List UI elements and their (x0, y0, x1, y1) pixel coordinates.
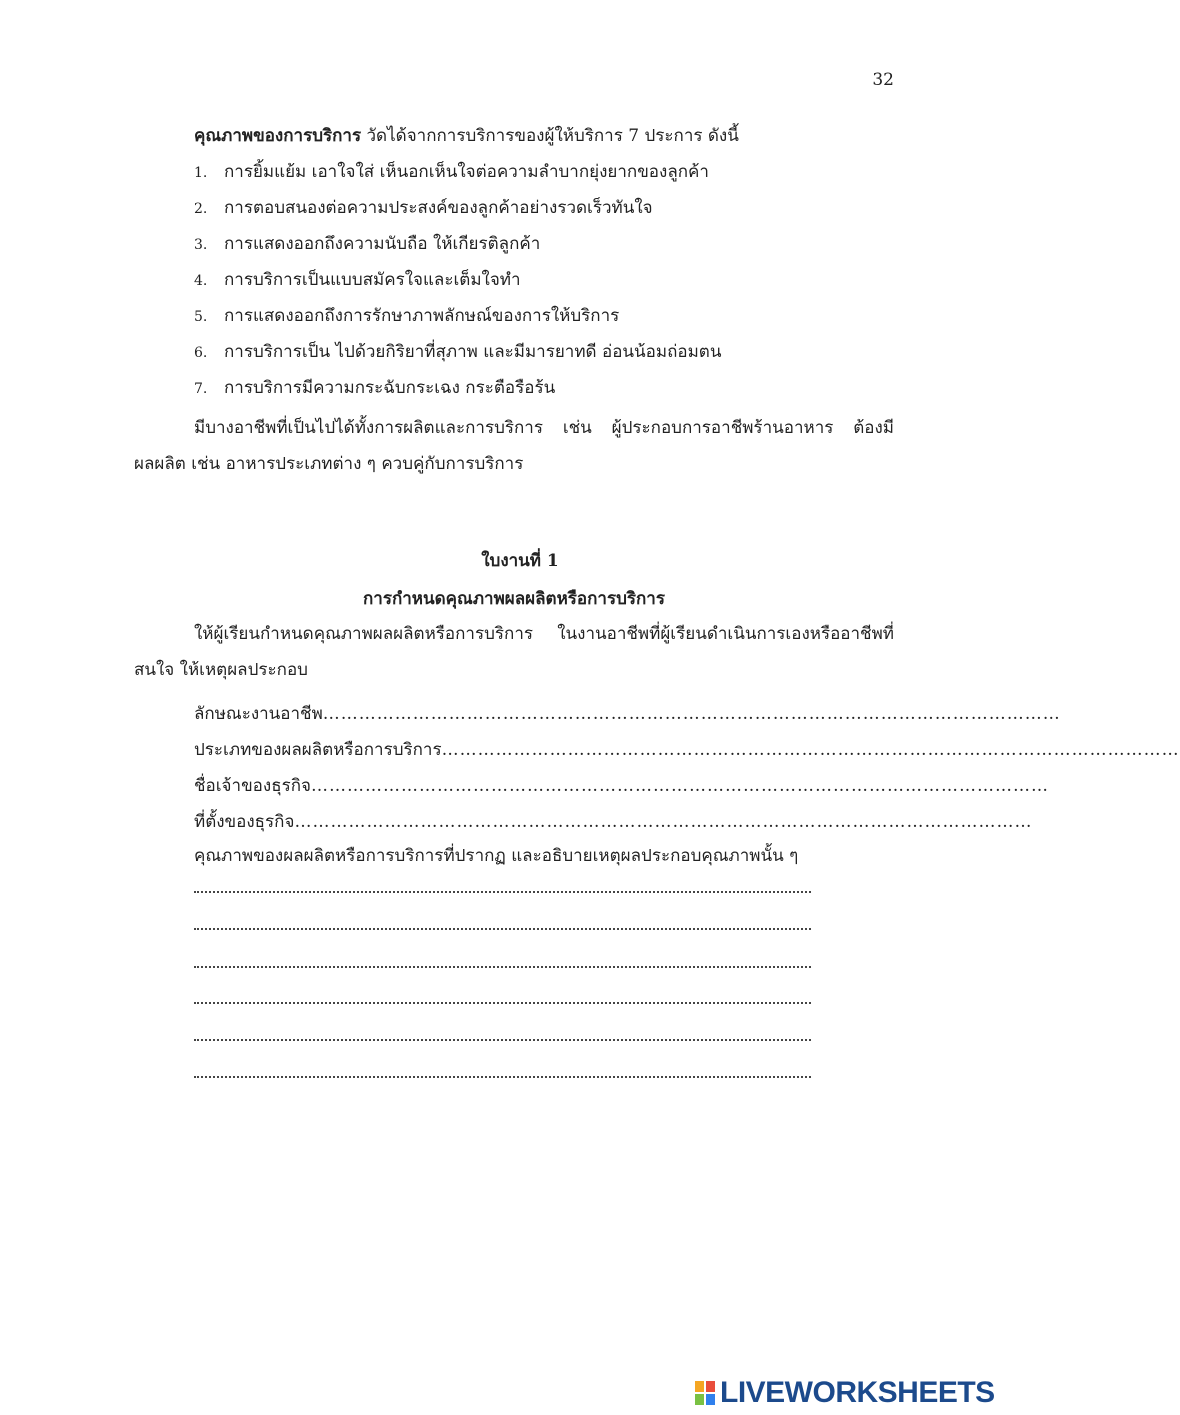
intro-text: วัดได้จากการบริการของผู้ให้บริการ 7 ประการ ดังนี้ (366, 126, 739, 146)
list-item-number: 6. (194, 345, 208, 361)
owner-name-field-label: ชื่อเจ้าของธุรกิจ (194, 776, 311, 796)
logo-square (705, 1380, 716, 1393)
list-item (194, 304, 721, 340)
answer-line-1[interactable] (194, 891, 811, 893)
liveworksheets-logo-text: LIVEWORKSHEETS (720, 1376, 995, 1409)
worksheet-instruction-text: ให้ผู้เรียนกำหนดคุณภาพผลผลิตหรือการบริการ ในงานอาชีพที่ผู้เรียนดำเนินการเองหรืออาชีพที่สนใจ ให้เหตุผลประกอบ (134, 624, 894, 680)
intro-heading: คุณภาพของการบริการ (194, 126, 362, 146)
logo-square (694, 1393, 705, 1406)
answer-line-2[interactable] (194, 928, 811, 930)
owner-name-field[interactable] (194, 772, 1049, 799)
occupation-field[interactable] (194, 700, 1061, 727)
answer-line-4[interactable] (194, 1002, 811, 1004)
quality-question: คุณภาพของผลผลิตหรือการบริการที่ปรากฏ และอธิบายเหตุผลประกอบคุณภาพนั้น ๆ (194, 846, 799, 866)
list-item (194, 268, 721, 304)
dotted-answer-space[interactable]: …………………………………………………………………………………………………………… (294, 812, 1033, 832)
list-item (194, 376, 721, 412)
logo-square (694, 1380, 705, 1393)
logo-square (705, 1393, 716, 1406)
list-item (194, 160, 721, 196)
list-item (194, 196, 721, 232)
worksheet-title: ใบงานที่ 1 (481, 551, 559, 571)
worksheet-subtitle: การกำหนดคุณภาพผลผลิตหรือการบริการ (363, 589, 665, 609)
occupation-paragraph-text: มีบางอาชีพที่เป็นไปได้ทั้งการผลิตและการบริการ เช่น ผู้ประกอบการอาชีพร้านอาหาร ต้องมีผลผลิต เช่น อาหารประเภทต่าง ๆ ควบคู่กับการบริการ (134, 418, 894, 474)
dotted-answer-space[interactable]: …………………………………………………………………………………………………………… (310, 776, 1049, 796)
list-item-text: การยิ้มแย้ม เอาใจใส่ เห็นอกเห็นใจต่อความลำบากยุ่งยากของลูกค้า (224, 162, 709, 182)
answer-line-3[interactable] (194, 966, 811, 968)
service-quality-list (194, 160, 721, 412)
list-item-text: การแสดงออกถึงการรักษาภาพลักษณ์ของการให้บริการ (224, 306, 620, 326)
list-item-number: 3. (194, 237, 208, 253)
product-type-field[interactable] (194, 736, 1180, 763)
list-item-text: การบริการมีความกระฉับกระเฉง กระตือรือร้น (224, 378, 556, 398)
intro-line (194, 124, 739, 148)
list-item-text: การบริการเป็น ไปด้วยกิริยาที่สุภาพ และมีมารยาทดี อ่อนน้อมถ่อมตน (224, 342, 722, 362)
list-item-number: 5. (194, 309, 208, 325)
list-item-number: 4. (194, 273, 208, 289)
answer-line-6[interactable] (194, 1076, 811, 1078)
list-item-number: 7. (194, 381, 208, 397)
list-item-number: 2. (194, 201, 208, 217)
list-item (194, 340, 721, 376)
page-number: 32 (872, 70, 894, 90)
business-location-field[interactable] (194, 808, 1033, 835)
list-item-text: การบริการเป็นแบบสมัครใจและเต็มใจทำ (224, 270, 521, 290)
liveworksheets-mark-icon (694, 1380, 716, 1406)
list-item-text: การแสดงออกถึงความนับถือ ให้เกียรติลูกค้า (224, 234, 541, 254)
occupation-field-label: ลักษณะงานอาชีพ (194, 704, 323, 724)
list-item-text: การตอบสนองต่อความประสงค์ของลูกค้าอย่างรวดเร็วทันใจ (224, 198, 653, 218)
occupation-paragraph (134, 410, 894, 482)
product-type-field-label: ประเภทของผลผลิตหรือการบริการ (194, 740, 442, 760)
list-item-number: 1. (194, 165, 208, 181)
answer-line-5[interactable] (194, 1039, 811, 1041)
business-location-field-label: ที่ตั้งของธุรกิจ (194, 812, 295, 832)
dotted-answer-space[interactable]: …………………………………………………………………………………………………………… (322, 704, 1061, 724)
liveworksheets-logo (694, 1376, 995, 1410)
worksheet-instruction (134, 616, 894, 688)
dotted-answer-space[interactable]: …………………………………………………………………………………………………………… (441, 740, 1180, 760)
list-item (194, 232, 721, 268)
